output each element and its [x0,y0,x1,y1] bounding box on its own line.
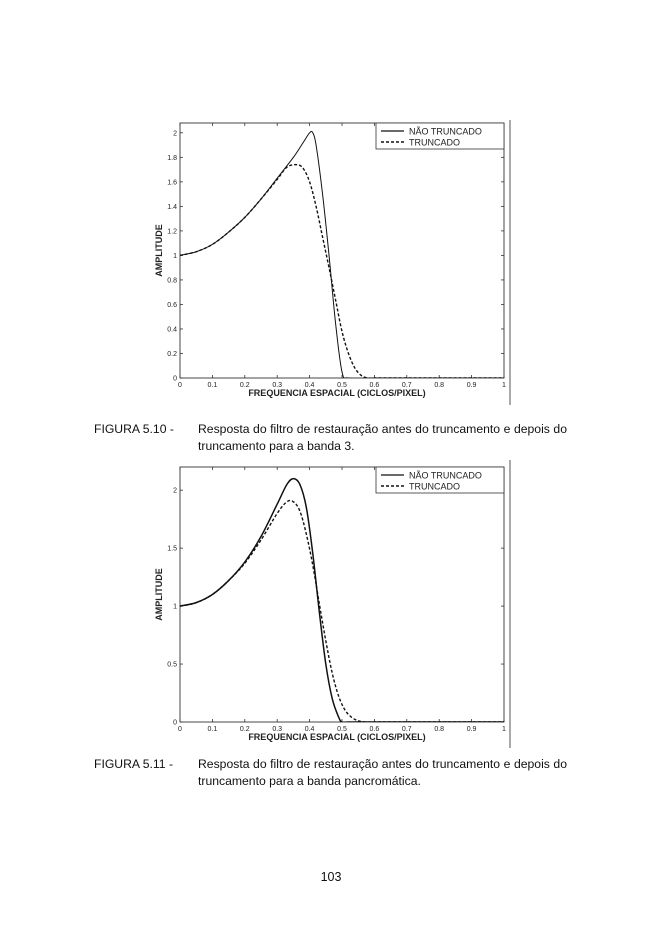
y-tick-label: 1.5 [167,545,177,553]
y-tick-label: 0.6 [167,301,177,309]
series-line-nao-truncado [180,479,504,723]
x-axis-label: FREQUENCIA ESPACIAL (CICLOS/PIXEL) [248,732,426,742]
x-tick-label: 0.7 [401,382,412,389]
x-tick-label: 0.6 [369,726,380,733]
x-tick-label: 0.7 [401,726,412,733]
y-tick-label: 0.5 [167,661,177,669]
y-tick-label: 2 [173,130,177,138]
plot-area [180,467,504,722]
y-tick-label: 1.2 [167,228,177,236]
x-tick-label: 0.5 [337,382,347,389]
page-number: 103 [320,870,342,884]
x-tick-label: 0.8 [434,382,445,389]
caption-text: Resposta do filtro de restauração antes do truncamento e depois do truncamento para a banda 3. [198,422,567,453]
series-line-truncado [180,500,504,722]
x-tick-label: 0.8 [434,726,445,733]
y-tick-label: 0.4 [167,326,177,334]
x-tick-label: 0 [178,382,182,389]
x-tick-label: 0.2 [239,382,250,389]
caption-label: FIGURA 5.11 - [94,757,174,771]
caption-label: FIGURA 5.10 - [94,422,174,436]
legend-label: TRUNCADO [409,137,460,148]
x-tick-label: 0.3 [272,382,283,389]
x-tick-label: 0.4 [304,382,315,389]
x-tick-label: 1 [502,382,506,389]
x-tick-label: 0.5 [337,726,347,733]
y-tick-label: 1.4 [167,203,177,211]
y-tick-label: 1.6 [167,179,177,187]
y-axis-label: AMPLITUDE [154,568,164,621]
x-tick-label: 0.2 [239,726,250,733]
y-tick-label: 1 [173,603,177,611]
x-tick-label: 0.4 [304,726,315,733]
x-tick-label: 0.1 [207,382,218,389]
x-axis-label: FREQUENCIA ESPACIAL (CICLOS/PIXEL) [248,388,426,398]
x-tick-label: 0.3 [272,726,283,733]
x-tick-label: 0.1 [207,726,218,733]
y-axis-label: AMPLITUDE [154,224,164,277]
y-tick-label: 1 [173,252,177,260]
y-tick-label: 1.8 [167,154,177,162]
x-tick-label: 0.9 [466,726,477,733]
caption-text: Resposta do filtro de restauração antes do truncamento e depois do truncamento para a banda pancromática. [198,757,567,788]
y-tick-label: 0.8 [167,277,177,285]
x-tick-label: 0.6 [369,382,380,389]
y-tick-label: 2 [173,487,177,495]
legend-label: NÃO TRUNCADO [409,126,482,137]
x-tick-label: 0.9 [466,382,477,389]
y-tick-label: 0 [173,375,177,383]
y-tick-label: 0.2 [167,350,177,358]
x-tick-label: 1 [502,726,506,733]
x-tick-label: 0 [178,726,182,733]
legend-label: TRUNCADO [409,481,460,492]
y-tick-label: 0 [173,719,177,727]
legend-label: NÃO TRUNCADO [409,470,482,481]
